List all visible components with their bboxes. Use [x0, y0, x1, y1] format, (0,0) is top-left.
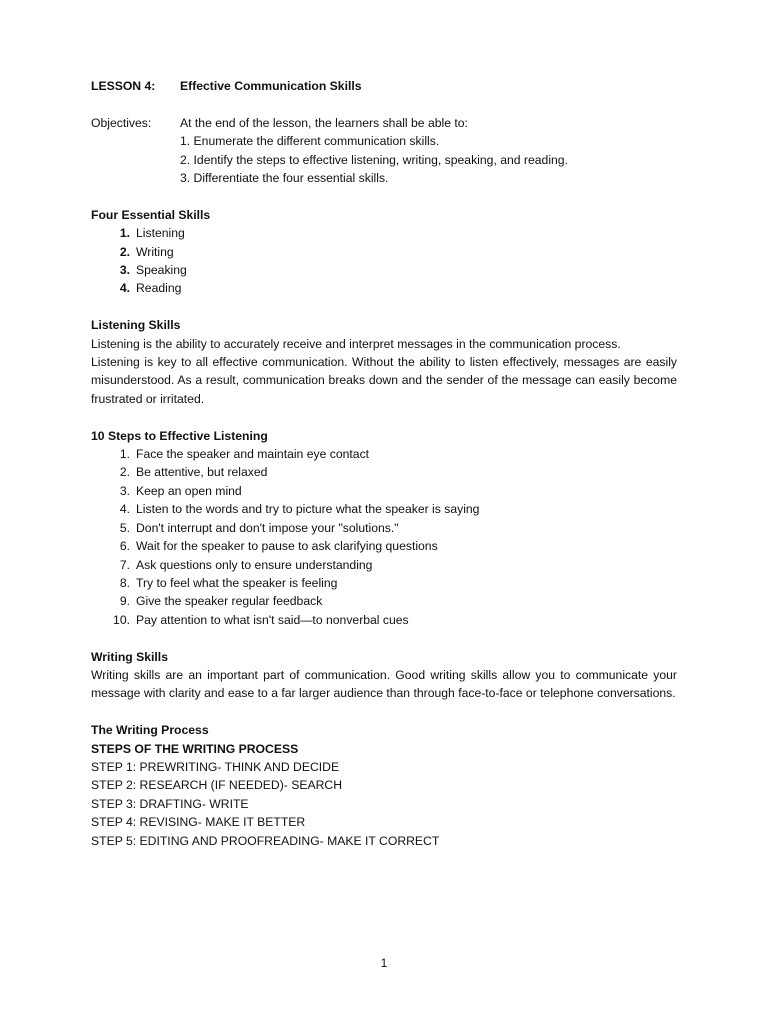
- process-step: STEP 3: DRAFTING- WRITE: [91, 796, 249, 811]
- list-item: 3. Speaking: [119, 263, 187, 278]
- list-item: 1. Face the speaker and maintain eye contact: [119, 447, 370, 462]
- lesson-label: LESSON 4:: [91, 79, 156, 93]
- writing-process-heading: The Writing Process: [91, 723, 209, 738]
- objective-item: 2. Identify the steps to effective listening, writing, speaking, and reading.: [180, 152, 568, 167]
- process-step: STEP 1: PREWRITING- THINK AND DECIDE: [91, 759, 340, 774]
- list-item: 1. Listening: [119, 226, 185, 241]
- list-item: 4. Reading: [119, 281, 182, 296]
- lesson-title: Effective Communication Skills: [180, 79, 362, 93]
- objectives-header: [91, 114, 677, 132]
- list-item: 4. Listen to the words and try to picture what the speaker is saying: [119, 502, 480, 517]
- list-item: 6. Wait for the speaker to pause to ask clarifying questions: [119, 539, 438, 554]
- objectives-label: Objectives:: [91, 115, 152, 130]
- process-step: STEP 4: REVISING- MAKE IT BETTER: [91, 815, 306, 830]
- listening-heading: Listening Skills: [91, 318, 181, 333]
- process-step: STEP 2: RESEARCH (IF NEEDED)- SEARCH: [91, 778, 343, 793]
- lesson-header: [91, 77, 677, 95]
- writing-heading: Writing Skills: [91, 649, 168, 664]
- list-item: 8. Try to feel what the speaker is feeling: [119, 575, 338, 590]
- objectives-intro: At the end of the lesson, the learners shall be able to:: [180, 115, 468, 130]
- list-item: 9. Give the speaker regular feedback: [119, 594, 323, 609]
- listening-paragraph-1: Listening is the ability to accurately receive and interpret messages in the communication process.: [91, 336, 621, 351]
- essential-skills-heading: Four Essential Skills: [91, 207, 211, 222]
- page-number: 1: [380, 956, 388, 970]
- writing-paragraph: Writing skills are an important part of communication. Good writing skills allow you to communicate your message with clarity and ease to a far larger audience than through face-to-face or telephone conversations.: [91, 667, 677, 701]
- listening-paragraph-2: Listening is key to all effective communication. Without the ability to listen effectively, messages are easily misunderstood. As a result, communication breaks down and the sender of the message can easily become frustrated or irritated.: [91, 355, 677, 406]
- objective-item: 3. Differentiate the four essential skills.: [180, 171, 389, 186]
- writing-process-subheading: STEPS OF THE WRITING PROCESS: [91, 741, 299, 756]
- list-item: 7. Ask questions only to ensure understanding: [119, 557, 373, 572]
- document-page: [91, 77, 677, 850]
- list-item: 3. Keep an open mind: [119, 483, 242, 498]
- list-item: 2. Be attentive, but relaxed: [119, 465, 268, 480]
- listening-steps-list: [91, 445, 677, 629]
- listening-steps-heading: 10 Steps to Effective Listening: [91, 428, 268, 443]
- essential-skills-list: [91, 224, 677, 298]
- list-item: 2. Writing: [119, 244, 174, 259]
- process-step: STEP 5: EDITING AND PROOFREADING- MAKE IT CORRECT: [91, 833, 440, 848]
- list-item: 5. Don't interrupt and don't impose your "solutions.": [119, 520, 399, 535]
- list-item: 10. Pay attention to what isn't said—to nonverbal cues: [113, 612, 409, 627]
- objective-item: 1. Enumerate the different communication skills.: [180, 134, 440, 149]
